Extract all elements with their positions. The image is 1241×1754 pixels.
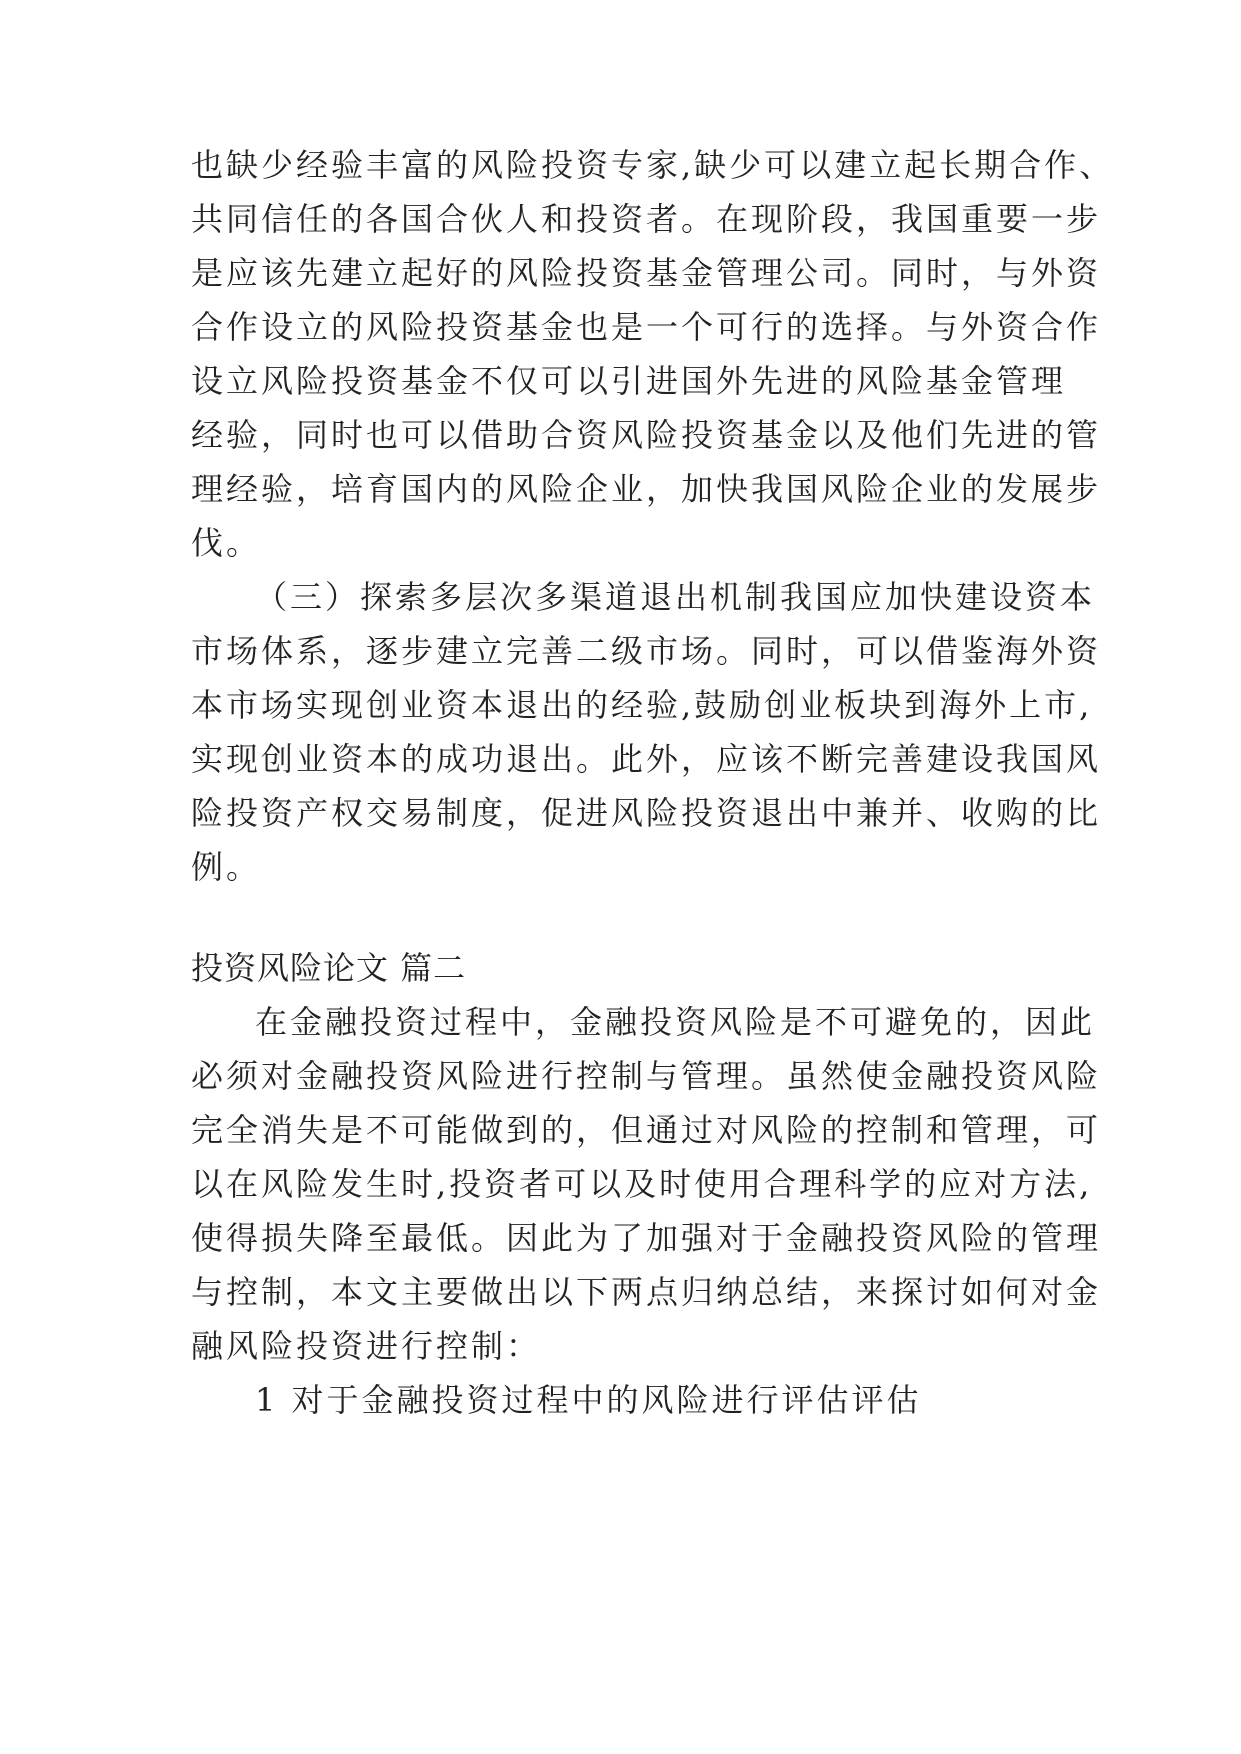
text-line: 必须对金融投资风险进行控制与管理。虽然使金融投资风险 xyxy=(191,1057,1102,1095)
text-line: 伐。 xyxy=(191,524,262,562)
text-line: 合作设立的风险投资基金也是一个可行的选择。与外资合作 xyxy=(191,308,1102,346)
text-line: 是应该先建立起好的风险投资基金管理公司。同时，与外资 xyxy=(191,254,1102,292)
text-line: 共同信任的各国合伙人和投资者。在现阶段，我国重要一步 xyxy=(191,200,1102,238)
text-line: 完全消失是不可能做到的，但通过对风险的控制和管理，可 xyxy=(191,1111,1102,1149)
text-line: 理经验，培育国内的风险企业，加快我国风险企业的发展步 xyxy=(191,470,1102,508)
text-line: 市场体系，逐步建立完善二级市场。同时，可以借鉴海外资 xyxy=(191,632,1102,670)
text-line: 以在风险发生时,投资者可以及时使用合理科学的应对方法, xyxy=(191,1165,1093,1203)
text-line: 使得损失降至最低。因此为了加强对于金融投资风险的管理 xyxy=(191,1219,1102,1257)
list-item: 1 对于金融投资过程中的风险进行评估评估 xyxy=(255,1381,922,1419)
text-line: 本市场实现创业资本退出的经验,鼓励创业板块到海外上市, xyxy=(191,686,1093,724)
text-line: 融风险投资进行控制： xyxy=(191,1327,542,1365)
text-line: （三）探索多层次多渠道退出机制我国应加快建设资本 xyxy=(255,578,1096,616)
text-line: 实现创业资本的成功退出。此外，应该不断完善建设我国风 xyxy=(191,740,1102,778)
text-line: 险投资产权交易制度，促进风险投资退出中兼并、收购的比 xyxy=(191,794,1102,832)
text-line: 也缺少经验丰富的风险投资专家,缺少可以建立起长期合作、 xyxy=(191,146,1115,184)
text-line: 例。 xyxy=(191,848,262,886)
text-line: 经验，同时也可以借助合资风险投资基金以及他们先进的管 xyxy=(191,416,1102,454)
section-heading: 投资风险论文 篇二 xyxy=(191,949,467,987)
text-line: 与控制，本文主要做出以下两点归纳总结，来探讨如何对金 xyxy=(191,1273,1102,1311)
text-line: 设立风险投资基金不仅可以引进国外先进的风险基金管理 xyxy=(191,362,1067,400)
text-line: 在金融投资过程中，金融投资风险是不可避免的，因此 xyxy=(255,1003,1096,1041)
